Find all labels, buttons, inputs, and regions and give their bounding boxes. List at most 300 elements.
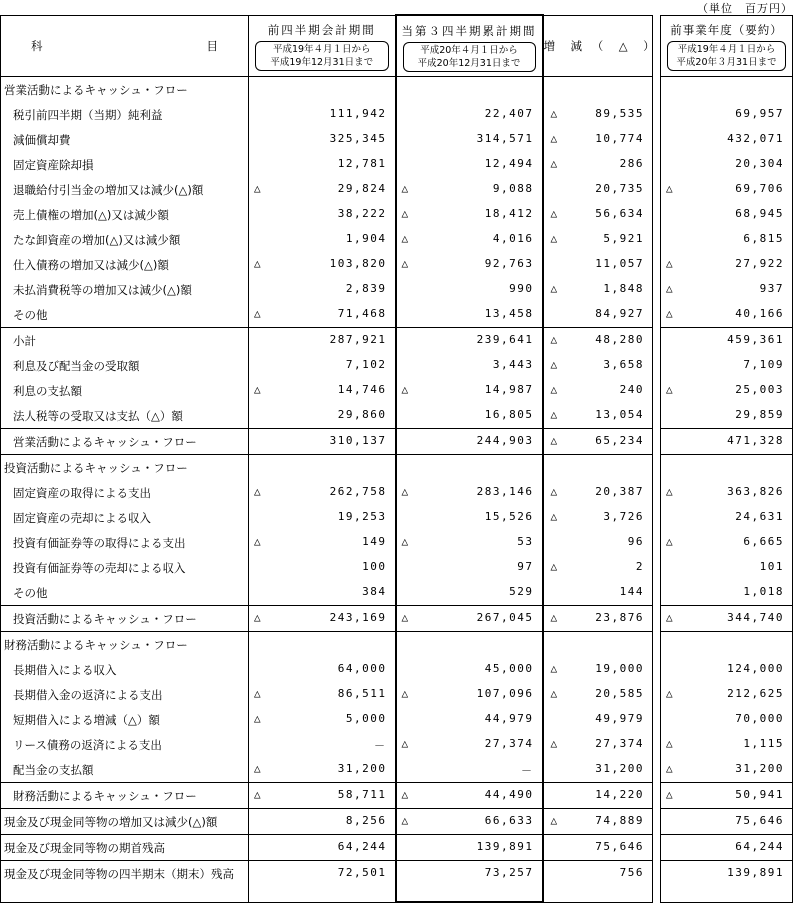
prev-period-value bbox=[249, 657, 396, 682]
amount: － bbox=[521, 764, 534, 777]
table-row bbox=[1, 657, 793, 682]
current-period-value bbox=[396, 707, 543, 732]
amount: 75,646 bbox=[595, 840, 644, 853]
negative-marker: △ bbox=[401, 257, 410, 270]
amount: 262,758 bbox=[329, 485, 387, 498]
amount: 139,891 bbox=[476, 840, 534, 853]
column-gap bbox=[653, 102, 661, 127]
table-body bbox=[1, 77, 793, 903]
table-row bbox=[1, 505, 793, 530]
column-gap bbox=[653, 177, 661, 202]
amount: 20,585 bbox=[595, 687, 644, 700]
negative-marker: △ bbox=[254, 687, 263, 700]
fiscal-year-start: 平成19年４月１日から bbox=[677, 44, 776, 56]
current-period-value bbox=[396, 177, 543, 202]
amount: 756 bbox=[619, 866, 644, 879]
amount: 471,328 bbox=[727, 434, 784, 447]
amount: 267,045 bbox=[476, 611, 534, 624]
amount: 73,257 bbox=[484, 866, 534, 879]
amount: 3,726 bbox=[603, 510, 644, 523]
prev-period-value bbox=[249, 606, 396, 632]
negative-marker: △ bbox=[666, 762, 675, 775]
amount: 314,571 bbox=[476, 132, 534, 145]
current-period-value bbox=[396, 277, 543, 302]
negative-marker: △ bbox=[666, 687, 675, 700]
row-label: 財務活動によるキャッシュ・フロー bbox=[1, 783, 249, 809]
change-header bbox=[543, 15, 657, 77]
fiscal-year-value bbox=[661, 783, 793, 809]
negative-marker: △ bbox=[550, 132, 559, 145]
amount: 66,633 bbox=[484, 814, 534, 827]
table-row bbox=[1, 707, 793, 732]
prev-period-value bbox=[249, 378, 396, 403]
negative-marker: △ bbox=[401, 737, 410, 750]
negative-marker: △ bbox=[401, 535, 410, 548]
amount: 283,146 bbox=[476, 485, 534, 498]
amount: 325,345 bbox=[329, 132, 387, 145]
footer-cell bbox=[1, 886, 249, 902]
current-period-value bbox=[396, 657, 543, 682]
amount: 310,137 bbox=[329, 434, 387, 447]
change-value bbox=[543, 127, 653, 152]
footer-cell bbox=[396, 886, 543, 902]
prev-period-value bbox=[249, 277, 396, 302]
amount: 529 bbox=[509, 585, 534, 598]
column-gap bbox=[653, 302, 661, 328]
amount: 20,387 bbox=[595, 485, 644, 498]
negative-marker: △ bbox=[401, 814, 410, 827]
amount: 239,641 bbox=[476, 333, 534, 346]
current-period-title: 当第３四半期累計期間 bbox=[401, 23, 537, 38]
amount: 27,374 bbox=[484, 737, 534, 750]
column-gap bbox=[653, 732, 661, 757]
column-gap bbox=[653, 252, 661, 277]
change-value bbox=[543, 505, 653, 530]
current-period-value bbox=[396, 530, 543, 555]
prev-period-header bbox=[249, 15, 396, 77]
negative-marker: △ bbox=[550, 687, 559, 700]
negative-marker: △ bbox=[550, 510, 559, 523]
column-gap bbox=[653, 682, 661, 707]
row-label: 減価償却費 bbox=[1, 127, 249, 152]
amount: 23,876 bbox=[595, 611, 644, 624]
row-label: たな卸資産の増加(△)又は減少額 bbox=[1, 227, 249, 252]
amount: 149 bbox=[362, 535, 387, 548]
table-row bbox=[1, 403, 793, 429]
column-gap bbox=[653, 429, 661, 455]
amount: 14,746 bbox=[337, 383, 387, 396]
fiscal-year-value bbox=[661, 555, 793, 580]
amount: 7,109 bbox=[743, 358, 784, 371]
fiscal-year-value bbox=[661, 277, 793, 302]
negative-marker: △ bbox=[254, 712, 263, 725]
fiscal-year-value bbox=[661, 530, 793, 555]
change-value bbox=[543, 429, 653, 455]
change-value bbox=[543, 757, 653, 783]
amount: 363,826 bbox=[727, 485, 784, 498]
amount: 29,860 bbox=[337, 408, 387, 421]
current-period-value bbox=[396, 555, 543, 580]
current-period-end: 平成20年12月31日まで bbox=[417, 57, 521, 69]
current-period-value bbox=[396, 455, 543, 481]
amount: 286 bbox=[619, 157, 644, 170]
column-gap bbox=[653, 783, 661, 809]
change-value bbox=[543, 580, 653, 606]
column-gap bbox=[653, 152, 661, 177]
negative-marker: △ bbox=[401, 485, 410, 498]
amount: 244,903 bbox=[476, 434, 534, 447]
column-gap bbox=[653, 328, 661, 354]
prev-period-title: 前四半期会計期間 bbox=[267, 23, 376, 38]
prev-period-value bbox=[249, 252, 396, 277]
prev-period-value bbox=[249, 835, 396, 861]
amount: 20,735 bbox=[595, 182, 644, 195]
prev-period-value bbox=[249, 809, 396, 835]
negative-marker: △ bbox=[666, 611, 675, 624]
current-period-value bbox=[396, 757, 543, 783]
amount: 16,805 bbox=[484, 408, 534, 421]
change-value bbox=[543, 102, 653, 127]
amount: 38,222 bbox=[337, 207, 387, 220]
negative-marker: △ bbox=[666, 788, 675, 801]
row-label: 未払消費税等の増加又は減少(△)額 bbox=[1, 277, 249, 302]
amount: 344,740 bbox=[727, 611, 784, 624]
column-gap bbox=[653, 202, 661, 227]
column-gap bbox=[653, 455, 661, 481]
table-row bbox=[1, 152, 793, 177]
row-label: 長期借入による収入 bbox=[1, 657, 249, 682]
negative-marker: △ bbox=[666, 307, 675, 320]
fiscal-year-value bbox=[661, 757, 793, 783]
change-value bbox=[543, 302, 653, 328]
negative-marker: △ bbox=[550, 814, 559, 827]
fiscal-year-value bbox=[661, 353, 793, 378]
change-value bbox=[543, 403, 653, 429]
change-value bbox=[543, 530, 653, 555]
negative-marker: △ bbox=[254, 535, 263, 548]
change-value bbox=[543, 252, 653, 277]
change-value bbox=[543, 378, 653, 403]
fiscal-year-value bbox=[661, 835, 793, 861]
table-row bbox=[1, 530, 793, 555]
prev-period-value bbox=[249, 632, 396, 658]
negative-marker: △ bbox=[666, 182, 675, 195]
table-row bbox=[1, 277, 793, 302]
negative-marker: △ bbox=[401, 232, 410, 245]
negative-marker: △ bbox=[254, 383, 263, 396]
fiscal-year-range bbox=[667, 41, 786, 71]
amount: 31,200 bbox=[595, 762, 644, 775]
current-period-value bbox=[396, 682, 543, 707]
table-row bbox=[1, 227, 793, 252]
row-label: 長期借入金の返済による支出 bbox=[1, 682, 249, 707]
fiscal-year-value bbox=[661, 202, 793, 227]
table-row bbox=[1, 429, 793, 455]
fiscal-year-value bbox=[661, 403, 793, 429]
current-period-value bbox=[396, 783, 543, 809]
row-label: 投資活動によるキャッシュ・フロー bbox=[1, 455, 249, 481]
row-label: 現金及び現金同等物の四半期末（期末）残高 bbox=[1, 861, 249, 887]
row-label: 投資活動によるキャッシュ・フロー bbox=[1, 606, 249, 632]
amount: 8,256 bbox=[345, 814, 387, 827]
negative-marker: △ bbox=[550, 157, 559, 170]
column-gap bbox=[653, 77, 661, 103]
prev-period-value bbox=[249, 127, 396, 152]
negative-marker: △ bbox=[550, 383, 559, 396]
amount: 68,945 bbox=[735, 207, 784, 220]
prev-period-value bbox=[249, 328, 396, 354]
amount: 990 bbox=[509, 282, 534, 295]
amount: 70,000 bbox=[735, 712, 784, 725]
fiscal-year-value bbox=[661, 152, 793, 177]
current-period-header bbox=[396, 15, 543, 77]
amount: 14,220 bbox=[595, 788, 644, 801]
amount: 50,941 bbox=[735, 788, 784, 801]
amount: 45,000 bbox=[484, 662, 534, 675]
negative-marker: △ bbox=[550, 408, 559, 421]
current-period-value bbox=[396, 227, 543, 252]
amount: 65,234 bbox=[595, 434, 644, 447]
amount: 287,921 bbox=[329, 333, 387, 346]
prev-period-end: 平成19年12月31日まで bbox=[270, 57, 374, 69]
column-gap bbox=[653, 835, 661, 861]
row-label: 現金及び現金同等物の期首残高 bbox=[1, 835, 249, 861]
negative-marker: △ bbox=[254, 307, 263, 320]
current-period-value bbox=[396, 302, 543, 328]
row-label: 短期借入による増減（△）額 bbox=[1, 707, 249, 732]
change-value bbox=[543, 682, 653, 707]
row-label: 固定資産の売却による収入 bbox=[1, 505, 249, 530]
table-row bbox=[1, 455, 793, 481]
negative-marker: △ bbox=[666, 282, 675, 295]
current-period-value bbox=[396, 429, 543, 455]
column-gap bbox=[653, 353, 661, 378]
negative-marker: △ bbox=[401, 383, 410, 396]
amount: 75,646 bbox=[735, 814, 784, 827]
amount: 71,468 bbox=[337, 307, 387, 320]
current-period-value bbox=[396, 102, 543, 127]
column-gap bbox=[653, 555, 661, 580]
row-label: 営業活動によるキャッシュ・フロー bbox=[1, 429, 249, 455]
amount: 29,824 bbox=[337, 182, 387, 195]
fiscal-year-end: 平成20年３月31日まで bbox=[676, 57, 777, 69]
fiscal-year-value bbox=[661, 177, 793, 202]
amount: 86,511 bbox=[337, 687, 387, 700]
amount: 96 bbox=[627, 535, 644, 548]
prev-period-value bbox=[249, 403, 396, 429]
amount: 100 bbox=[362, 560, 387, 573]
footer-cell bbox=[661, 886, 793, 902]
row-label: 財務活動によるキャッシュ・フロー bbox=[1, 632, 249, 658]
current-period-value bbox=[396, 835, 543, 861]
amount: 18,412 bbox=[484, 207, 534, 220]
fiscal-year-value bbox=[661, 606, 793, 632]
negative-marker: △ bbox=[666, 737, 675, 750]
amount: 14,987 bbox=[484, 383, 534, 396]
amount: 111,942 bbox=[329, 107, 387, 120]
current-period-value bbox=[396, 353, 543, 378]
fiscal-year-value bbox=[661, 657, 793, 682]
current-period-value bbox=[396, 252, 543, 277]
amount: 2,839 bbox=[345, 282, 387, 295]
prev-period-value bbox=[249, 429, 396, 455]
negative-marker: △ bbox=[254, 485, 263, 498]
amount: － bbox=[374, 739, 387, 752]
table-row bbox=[1, 77, 793, 103]
change-title: 増 減 （ △ ） bbox=[543, 38, 657, 53]
negative-marker: △ bbox=[550, 560, 559, 573]
table-row bbox=[1, 378, 793, 403]
prev-period-range bbox=[255, 41, 389, 71]
table-row bbox=[1, 177, 793, 202]
current-period-value bbox=[396, 152, 543, 177]
amount: 144 bbox=[619, 585, 644, 598]
amount: 24,631 bbox=[735, 510, 784, 523]
prev-period-value bbox=[249, 707, 396, 732]
change-value bbox=[543, 227, 653, 252]
row-label: リース債務の返済による支出 bbox=[1, 732, 249, 757]
prev-period-value bbox=[249, 861, 396, 887]
current-period-value bbox=[396, 127, 543, 152]
amount: 72,501 bbox=[337, 866, 387, 879]
prev-period-value bbox=[249, 227, 396, 252]
fiscal-year-value bbox=[661, 861, 793, 887]
change-value bbox=[543, 809, 653, 835]
amount: 1,904 bbox=[345, 232, 387, 245]
amount: 44,979 bbox=[484, 712, 534, 725]
table-row bbox=[1, 606, 793, 632]
prev-period-value bbox=[249, 505, 396, 530]
current-period-value bbox=[396, 861, 543, 887]
column-gap bbox=[653, 227, 661, 252]
fiscal-year-value bbox=[661, 127, 793, 152]
amount: 103,820 bbox=[329, 257, 387, 270]
prev-period-value bbox=[249, 783, 396, 809]
column-gap bbox=[653, 127, 661, 152]
kamoku-header bbox=[1, 15, 249, 77]
amount: 31,200 bbox=[735, 762, 784, 775]
column-gap bbox=[653, 480, 661, 505]
fiscal-year-value bbox=[661, 682, 793, 707]
table-row bbox=[1, 555, 793, 580]
row-label: 投資有価証券等の取得による支出 bbox=[1, 530, 249, 555]
column-gap bbox=[653, 277, 661, 302]
table-row bbox=[1, 757, 793, 783]
amount: 48,280 bbox=[595, 333, 644, 346]
amount: 53 bbox=[517, 535, 534, 548]
column-gap bbox=[653, 580, 661, 606]
negative-marker: △ bbox=[550, 485, 559, 498]
amount: 31,200 bbox=[337, 762, 387, 775]
negative-marker: △ bbox=[401, 207, 410, 220]
amount: 74,889 bbox=[595, 814, 644, 827]
change-value bbox=[543, 277, 653, 302]
prev-period-value bbox=[249, 202, 396, 227]
current-period-value bbox=[396, 809, 543, 835]
cash-flow-table bbox=[0, 14, 793, 903]
footer-cell bbox=[543, 886, 653, 902]
negative-marker: △ bbox=[550, 662, 559, 675]
amount: 384 bbox=[362, 585, 387, 598]
amount: 19,253 bbox=[337, 510, 387, 523]
amount: 9,088 bbox=[492, 182, 534, 195]
amount: 459,361 bbox=[727, 333, 784, 346]
amount: 937 bbox=[759, 282, 784, 295]
amount: 243,169 bbox=[329, 611, 387, 624]
kamoku-header-part1: 科 bbox=[31, 38, 43, 53]
row-label: 退職給付引当金の増加又は減少(△)額 bbox=[1, 177, 249, 202]
amount: 19,000 bbox=[595, 662, 644, 675]
amount: 101 bbox=[759, 560, 784, 573]
fiscal-year-value bbox=[661, 707, 793, 732]
column-gap bbox=[653, 378, 661, 403]
row-label: 固定資産の取得による支出 bbox=[1, 480, 249, 505]
fiscal-year-value bbox=[661, 227, 793, 252]
table-row bbox=[1, 861, 793, 887]
amount: 22,407 bbox=[484, 107, 534, 120]
prev-period-value bbox=[249, 530, 396, 555]
prev-period-value bbox=[249, 353, 396, 378]
fiscal-year-value bbox=[661, 429, 793, 455]
negative-marker: △ bbox=[550, 358, 559, 371]
row-label: 現金及び現金同等物の増加又は減少(△)額 bbox=[1, 809, 249, 835]
negative-marker: △ bbox=[666, 535, 675, 548]
amount: 12,781 bbox=[337, 157, 387, 170]
change-value bbox=[543, 152, 653, 177]
table-row bbox=[1, 102, 793, 127]
row-label: その他 bbox=[1, 580, 249, 606]
change-value bbox=[543, 632, 653, 658]
change-value bbox=[543, 177, 653, 202]
amount: 97 bbox=[517, 560, 534, 573]
current-period-value bbox=[396, 403, 543, 429]
amount: 69,706 bbox=[735, 182, 784, 195]
current-period-value bbox=[396, 328, 543, 354]
amount: 58,711 bbox=[337, 788, 387, 801]
change-value bbox=[543, 480, 653, 505]
current-period-value bbox=[396, 732, 543, 757]
negative-marker: △ bbox=[401, 182, 410, 195]
amount: 6,815 bbox=[743, 232, 784, 245]
fiscal-year-value bbox=[661, 102, 793, 127]
column-gap bbox=[653, 657, 661, 682]
current-period-start: 平成20年４月１日から bbox=[420, 44, 518, 56]
table-row bbox=[1, 328, 793, 354]
fiscal-year-value bbox=[661, 580, 793, 606]
change-value bbox=[543, 77, 653, 103]
negative-marker: △ bbox=[550, 611, 559, 624]
column-gap bbox=[653, 861, 661, 887]
row-label: 投資有価証券等の売却による収入 bbox=[1, 555, 249, 580]
change-value bbox=[543, 783, 653, 809]
negative-marker: △ bbox=[666, 383, 675, 396]
table-row bbox=[1, 809, 793, 835]
fiscal-year-value bbox=[661, 632, 793, 658]
table-row bbox=[1, 127, 793, 152]
prev-period-value bbox=[249, 455, 396, 481]
unit-label: （単位 百万円） bbox=[697, 2, 793, 15]
column-gap bbox=[653, 530, 661, 555]
current-period-value bbox=[396, 632, 543, 658]
negative-marker: △ bbox=[401, 788, 410, 801]
amount: 27,922 bbox=[735, 257, 784, 270]
negative-marker: △ bbox=[254, 182, 263, 195]
row-label: 仕入債務の増加又は減少(△)額 bbox=[1, 252, 249, 277]
amount: 1,848 bbox=[603, 282, 644, 295]
column-gap bbox=[653, 707, 661, 732]
current-period-value bbox=[396, 480, 543, 505]
prev-period-value bbox=[249, 682, 396, 707]
